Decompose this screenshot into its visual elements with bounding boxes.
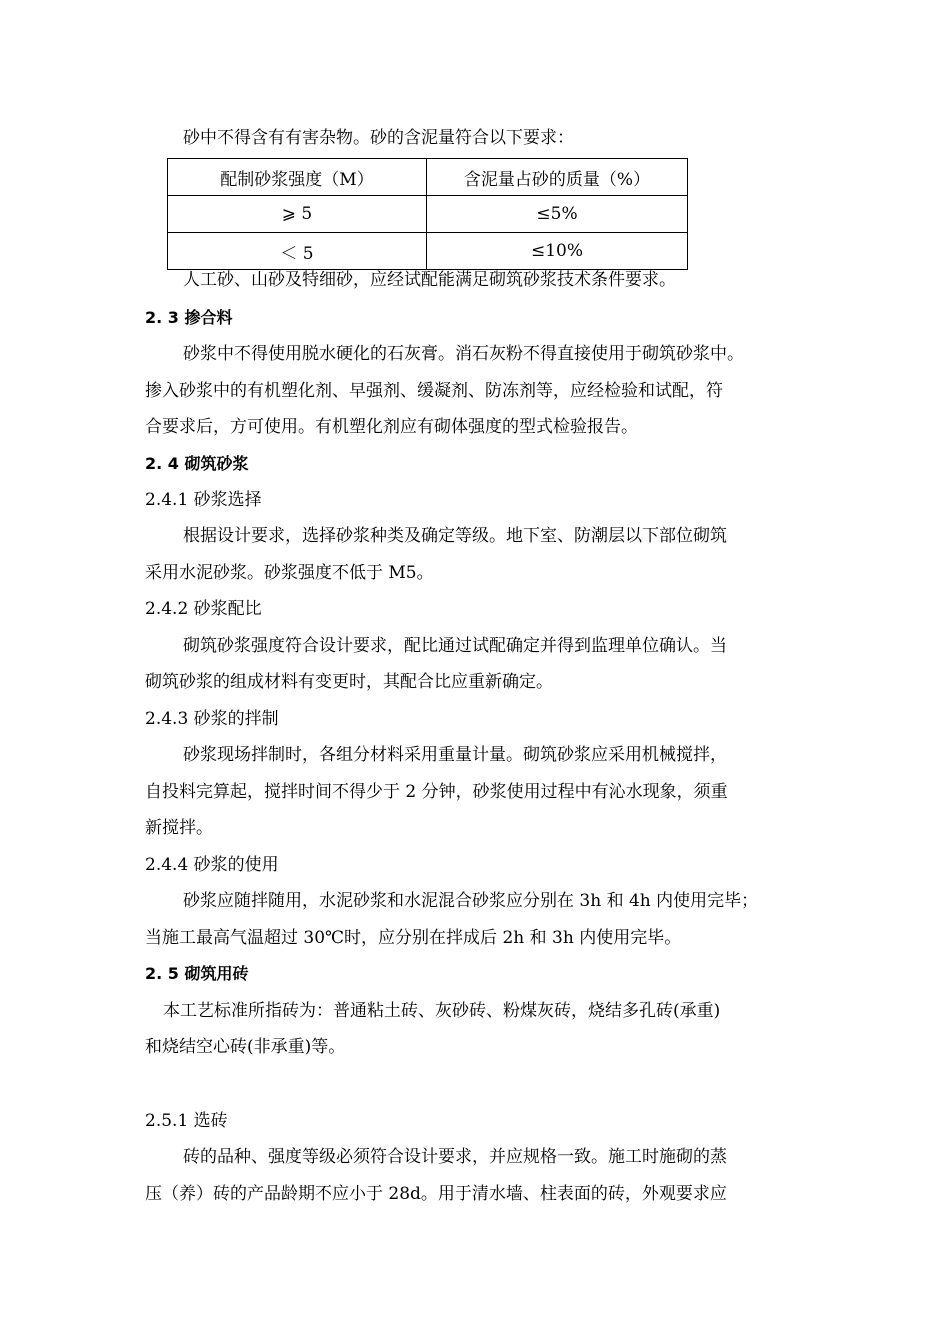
paragraph-line: 掺入砂浆中的有机塑化剂、早强剂、缓凝剂、防冻剂等，应经检验和试配，符: [145, 381, 723, 401]
table-header-cell: 配制砂浆强度（M）: [168, 159, 427, 196]
paragraph-line: 和烧结空心砖(非承重)等。: [145, 1037, 346, 1057]
paragraph-line: 本工艺标准所指砖为：普通粘土砖、灰砂砖、粉煤灰砖，烧结多孔砖(承重): [163, 1001, 721, 1021]
section-heading-2-5: 2. 5 砌筑用砖: [145, 964, 249, 983]
paragraph-line: 自投料完算起，搅拌时间不得少于 2 分钟，砂浆使用过程中有沁水现象，须重: [145, 782, 728, 802]
paragraph-line: 压（养）砖的产品龄期不应小于 28d。用于清水墙、柱表面的砖，外观要求应: [145, 1184, 727, 1204]
paragraph-line: 采用水泥砂浆。砂浆强度不低于 M5。: [145, 563, 434, 583]
subsection-heading-2-4-3: 2.4.3 砂浆的拌制: [145, 709, 279, 729]
table-cell: ≤10%: [427, 233, 688, 270]
paragraph-line: 砌筑砂浆的组成材料有变更时，其配合比应重新确定。: [145, 672, 553, 692]
table-row: [168, 233, 688, 270]
after-table-text: 人工砂、山砂及特细砂，应经试配能满足砌筑砂浆技术条件要求。: [183, 270, 676, 290]
paragraph-line: 砌筑砂浆强度符合设计要求，配比通过试配确定并得到监理单位确认。当: [183, 636, 727, 656]
table-cell: ≤5%: [427, 196, 688, 233]
table-cell: ＜ 5: [168, 233, 427, 270]
table-header-cell: 含泥量占砂的质量（%）: [427, 159, 688, 196]
intro-text: 砂中不得含有有害杂物。砂的含泥量符合以下要求：: [183, 128, 574, 148]
silt-content-table: [167, 158, 688, 270]
paragraph-line: 砂浆现场拌制时，各组分材料采用重量计量。砌筑砂浆应采用机械搅拌，: [183, 745, 727, 765]
paragraph-line: 砂浆应随拌随用，水泥砂浆和水泥混合砂浆应分别在 3h 和 4h 内使用完毕；: [183, 891, 759, 911]
subsection-heading-2-4-4: 2.4.4 砂浆的使用: [145, 855, 279, 875]
subsection-heading-2-5-1: 2.5.1 选砖: [145, 1111, 228, 1131]
paragraph-line: 合要求后，方可使用。有机塑化剂应有砌体强度的型式检验报告。: [145, 417, 638, 437]
paragraph-line: 根据设计要求，选择砂浆种类及确定等级。地下室、防潮层以下部位砌筑: [183, 526, 727, 546]
paragraph-line: 新搅拌。: [145, 818, 213, 838]
section-heading-2-3: 2. 3 掺合料: [145, 308, 233, 327]
paragraph-line: 砂浆中不得使用脱水硬化的石灰膏。消石灰粉不得直接使用于砌筑砂浆中。: [183, 344, 744, 364]
paragraph-line: 砖的品种、强度等级必须符合设计要求，并应规格一致。施工时施砌的蒸: [183, 1147, 727, 1167]
table-row: [168, 196, 688, 233]
table-cell: ⩾ 5: [168, 196, 427, 233]
subsection-heading-2-4-1: 2.4.1 砂浆选择: [145, 490, 262, 510]
section-heading-2-4: 2. 4 砌筑砂浆: [145, 454, 249, 473]
subsection-heading-2-4-2: 2.4.2 砂浆配比: [145, 599, 262, 619]
table-header-row: [168, 159, 688, 196]
paragraph-line: 当施工最高气温超过 30℃时，应分别在拌成后 2h 和 3h 内使用完毕。: [145, 928, 682, 948]
